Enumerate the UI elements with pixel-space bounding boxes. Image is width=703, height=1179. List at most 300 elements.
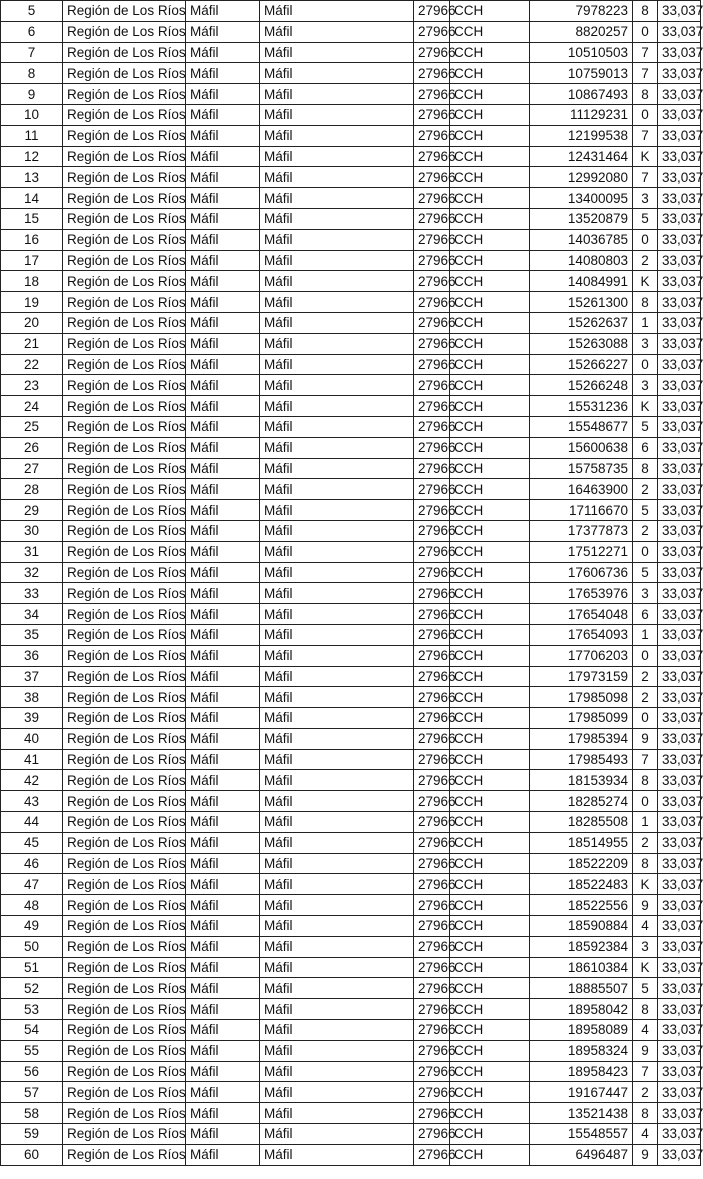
check-digit-cell: 5 (633, 562, 658, 583)
region-cell: Región de Los Ríos (63, 208, 186, 229)
region-cell: Región de Los Ríos (63, 125, 186, 146)
type-cell: CCH (450, 271, 530, 292)
row-number-cell: 16 (1, 229, 63, 250)
check-digit-cell: 8 (633, 999, 658, 1020)
rut-cell: 17973159 (530, 666, 633, 687)
rut-cell: 18522483 (530, 874, 633, 895)
table-row (1, 916, 701, 937)
value-cell: 33,037 (658, 479, 701, 500)
type-cell: CCH (450, 312, 530, 333)
rut-cell: 12431464 (530, 146, 633, 167)
row-number-cell: 36 (1, 645, 63, 666)
rut-cell: 15548677 (530, 416, 633, 437)
region-cell: Región de Los Ríos (63, 354, 186, 375)
row-number-cell: 15 (1, 208, 63, 229)
province-cell: Máfil (186, 104, 260, 125)
rut-cell: 13521438 (530, 1103, 633, 1124)
type-cell: CCH (450, 500, 530, 521)
province-cell: Máfil (186, 354, 260, 375)
rut-cell: 17654048 (530, 604, 633, 625)
province-cell: Máfil (186, 188, 260, 209)
value-cell: 33,037 (658, 375, 701, 396)
table-row (1, 375, 701, 396)
rut-cell: 17985394 (530, 728, 633, 749)
value-cell: 33,037 (658, 645, 701, 666)
region-cell: Región de Los Ríos (63, 832, 186, 853)
code-cell: 27966 (414, 624, 450, 645)
row-number-cell: 25 (1, 416, 63, 437)
type-cell: CCH (450, 520, 530, 541)
value-cell: 33,037 (658, 250, 701, 271)
table-row (1, 604, 701, 625)
type-cell: CCH (450, 396, 530, 417)
value-cell: 33,037 (658, 999, 701, 1020)
value-cell: 33,037 (658, 562, 701, 583)
check-digit-cell: 9 (633, 728, 658, 749)
province-cell: Máfil (186, 687, 260, 708)
table-row (1, 396, 701, 417)
code-cell: 27966 (414, 271, 450, 292)
type-cell: CCH (450, 687, 530, 708)
type-cell: CCH (450, 604, 530, 625)
region-cell: Región de Los Ríos (63, 500, 186, 521)
check-digit-cell: 0 (633, 708, 658, 729)
row-number-cell: 23 (1, 375, 63, 396)
commune-cell: Máfil (260, 188, 414, 209)
rut-cell: 15548557 (530, 1124, 633, 1145)
row-number-cell: 45 (1, 832, 63, 853)
check-digit-cell: 5 (633, 978, 658, 999)
code-cell: 27966 (414, 188, 450, 209)
value-cell: 33,037 (658, 708, 701, 729)
type-cell: CCH (450, 708, 530, 729)
check-digit-cell: 9 (633, 1144, 658, 1165)
commune-cell: Máfil (260, 916, 414, 937)
row-number-cell: 41 (1, 749, 63, 770)
commune-cell: Máfil (260, 479, 414, 500)
type-cell: CCH (450, 645, 530, 666)
region-cell: Región de Los Ríos (63, 229, 186, 250)
code-cell: 27966 (414, 832, 450, 853)
value-cell: 33,037 (658, 749, 701, 770)
type-cell: CCH (450, 104, 530, 125)
value-cell: 33,037 (658, 770, 701, 791)
commune-cell: Máfil (260, 1082, 414, 1103)
province-cell: Máfil (186, 333, 260, 354)
row-number-cell: 28 (1, 479, 63, 500)
rut-cell: 15758735 (530, 458, 633, 479)
province-cell: Máfil (186, 728, 260, 749)
table-row (1, 624, 701, 645)
row-number-cell: 26 (1, 437, 63, 458)
rut-cell: 18958042 (530, 999, 633, 1020)
row-number-cell: 51 (1, 957, 63, 978)
value-cell: 33,037 (658, 1124, 701, 1145)
table-row (1, 812, 701, 833)
code-cell: 27966 (414, 84, 450, 105)
table-row (1, 146, 701, 167)
rut-cell: 15262637 (530, 312, 633, 333)
check-digit-cell: 5 (633, 208, 658, 229)
code-cell: 27966 (414, 1103, 450, 1124)
code-cell: 27966 (414, 1082, 450, 1103)
value-cell: 33,037 (658, 167, 701, 188)
commune-cell: Máfil (260, 895, 414, 916)
rut-cell: 18285508 (530, 812, 633, 833)
table-row (1, 853, 701, 874)
table-row (1, 104, 701, 125)
commune-cell: Máfil (260, 167, 414, 188)
type-cell: CCH (450, 832, 530, 853)
rut-cell: 15531236 (530, 396, 633, 417)
table-row (1, 229, 701, 250)
value-cell: 33,037 (658, 1103, 701, 1124)
value-cell: 33,037 (658, 1082, 701, 1103)
commune-cell: Máfil (260, 146, 414, 167)
value-cell: 33,037 (658, 791, 701, 812)
region-cell: Región de Los Ríos (63, 167, 186, 188)
commune-cell: Máfil (260, 770, 414, 791)
table-row (1, 84, 701, 105)
commune-cell: Máfil (260, 604, 414, 625)
region-cell: Región de Los Ríos (63, 666, 186, 687)
province-cell: Máfil (186, 250, 260, 271)
region-cell: Región de Los Ríos (63, 375, 186, 396)
region-cell: Región de Los Ríos (63, 292, 186, 313)
type-cell: CCH (450, 728, 530, 749)
region-cell: Región de Los Ríos (63, 916, 186, 937)
value-cell: 33,037 (658, 500, 701, 521)
province-cell: Máfil (186, 624, 260, 645)
code-cell: 27966 (414, 541, 450, 562)
province-cell: Máfil (186, 791, 260, 812)
region-cell: Región de Los Ríos (63, 624, 186, 645)
code-cell: 27966 (414, 292, 450, 313)
row-number-cell: 46 (1, 853, 63, 874)
check-digit-cell: 8 (633, 770, 658, 791)
table-row (1, 42, 701, 63)
value-cell: 33,037 (658, 978, 701, 999)
type-cell: CCH (450, 1020, 530, 1041)
table-row (1, 437, 701, 458)
region-cell: Región de Los Ríos (63, 520, 186, 541)
code-cell: 27966 (414, 437, 450, 458)
table-row (1, 583, 701, 604)
code-cell: 27966 (414, 645, 450, 666)
region-cell: Región de Los Ríos (63, 1082, 186, 1103)
rut-cell: 18885507 (530, 978, 633, 999)
code-cell: 27966 (414, 1020, 450, 1041)
code-cell: 27966 (414, 375, 450, 396)
check-digit-cell: K (633, 957, 658, 978)
rut-cell: 17377873 (530, 520, 633, 541)
table-row (1, 500, 701, 521)
rut-cell: 17512271 (530, 541, 633, 562)
row-number-cell: 5 (1, 1, 63, 22)
value-cell: 33,037 (658, 666, 701, 687)
table-row (1, 895, 701, 916)
code-cell: 27966 (414, 167, 450, 188)
value-cell: 33,037 (658, 520, 701, 541)
check-digit-cell: 2 (633, 479, 658, 500)
type-cell: CCH (450, 458, 530, 479)
code-cell: 27966 (414, 728, 450, 749)
type-cell: CCH (450, 292, 530, 313)
commune-cell: Máfil (260, 208, 414, 229)
row-number-cell: 14 (1, 188, 63, 209)
row-number-cell: 56 (1, 1061, 63, 1082)
province-cell: Máfil (186, 229, 260, 250)
row-number-cell: 35 (1, 624, 63, 645)
row-number-cell: 9 (1, 84, 63, 105)
type-cell: CCH (450, 562, 530, 583)
commune-cell: Máfil (260, 791, 414, 812)
check-digit-cell: 0 (633, 21, 658, 42)
rut-cell: 6496487 (530, 1144, 633, 1165)
row-number-cell: 32 (1, 562, 63, 583)
value-cell: 33,037 (658, 125, 701, 146)
province-cell: Máfil (186, 1020, 260, 1041)
check-digit-cell: 8 (633, 84, 658, 105)
code-cell: 27966 (414, 957, 450, 978)
row-number-cell: 24 (1, 396, 63, 417)
code-cell: 27966 (414, 312, 450, 333)
region-cell: Región de Los Ríos (63, 728, 186, 749)
rut-cell: 17985099 (530, 708, 633, 729)
province-cell: Máfil (186, 479, 260, 500)
commune-cell: Máfil (260, 645, 414, 666)
value-cell: 33,037 (658, 687, 701, 708)
check-digit-cell: 3 (633, 333, 658, 354)
value-cell: 33,037 (658, 271, 701, 292)
code-cell: 27966 (414, 895, 450, 916)
rut-cell: 17985493 (530, 749, 633, 770)
table-row (1, 874, 701, 895)
type-cell: CCH (450, 853, 530, 874)
province-cell: Máfil (186, 666, 260, 687)
table-body (1, 1, 701, 1166)
rut-cell: 17653976 (530, 583, 633, 604)
region-cell: Región de Los Ríos (63, 1061, 186, 1082)
table-row (1, 125, 701, 146)
province-cell: Máfil (186, 167, 260, 188)
type-cell: CCH (450, 1124, 530, 1145)
region-cell: Región de Los Ríos (63, 708, 186, 729)
type-cell: CCH (450, 42, 530, 63)
check-digit-cell: 0 (633, 541, 658, 562)
type-cell: CCH (450, 895, 530, 916)
region-cell: Región de Los Ríos (63, 84, 186, 105)
table-row (1, 791, 701, 812)
type-cell: CCH (450, 999, 530, 1020)
table-row (1, 354, 701, 375)
commune-cell: Máfil (260, 84, 414, 105)
value-cell: 33,037 (658, 292, 701, 313)
province-cell: Máfil (186, 916, 260, 937)
province-cell: Máfil (186, 832, 260, 853)
row-number-cell: 20 (1, 312, 63, 333)
row-number-cell: 18 (1, 271, 63, 292)
type-cell: CCH (450, 936, 530, 957)
row-number-cell: 8 (1, 63, 63, 84)
value-cell: 33,037 (658, 229, 701, 250)
rut-cell: 18153934 (530, 770, 633, 791)
rut-cell: 18958089 (530, 1020, 633, 1041)
code-cell: 27966 (414, 770, 450, 791)
code-cell: 27966 (414, 520, 450, 541)
type-cell: CCH (450, 1040, 530, 1061)
commune-cell: Máfil (260, 1, 414, 22)
row-number-cell: 50 (1, 936, 63, 957)
commune-cell: Máfil (260, 396, 414, 417)
province-cell: Máfil (186, 292, 260, 313)
province-cell: Máfil (186, 1, 260, 22)
commune-cell: Máfil (260, 42, 414, 63)
value-cell: 33,037 (658, 1020, 701, 1041)
province-cell: Máfil (186, 416, 260, 437)
province-cell: Máfil (186, 708, 260, 729)
check-digit-cell: 1 (633, 624, 658, 645)
table-row (1, 1103, 701, 1124)
rut-cell: 18958423 (530, 1061, 633, 1082)
commune-cell: Máfil (260, 708, 414, 729)
commune-cell: Máfil (260, 687, 414, 708)
value-cell: 33,037 (658, 1144, 701, 1165)
region-cell: Región de Los Ríos (63, 271, 186, 292)
commune-cell: Máfil (260, 437, 414, 458)
check-digit-cell: 8 (633, 1103, 658, 1124)
table-row (1, 208, 701, 229)
type-cell: CCH (450, 375, 530, 396)
rut-cell: 15600638 (530, 437, 633, 458)
rut-cell: 15266227 (530, 354, 633, 375)
code-cell: 27966 (414, 333, 450, 354)
commune-cell: Máfil (260, 271, 414, 292)
commune-cell: Máfil (260, 812, 414, 833)
row-number-cell: 43 (1, 791, 63, 812)
check-digit-cell: 8 (633, 458, 658, 479)
check-digit-cell: 3 (633, 936, 658, 957)
check-digit-cell: 7 (633, 63, 658, 84)
row-number-cell: 19 (1, 292, 63, 313)
code-cell: 27966 (414, 104, 450, 125)
type-cell: CCH (450, 1144, 530, 1165)
commune-cell: Máfil (260, 250, 414, 271)
commune-cell: Máfil (260, 853, 414, 874)
rut-cell: 18610384 (530, 957, 633, 978)
check-digit-cell: 1 (633, 312, 658, 333)
province-cell: Máfil (186, 1040, 260, 1061)
rut-cell: 19167447 (530, 1082, 633, 1103)
value-cell: 33,037 (658, 916, 701, 937)
type-cell: CCH (450, 21, 530, 42)
type-cell: CCH (450, 125, 530, 146)
commune-cell: Máfil (260, 832, 414, 853)
row-number-cell: 27 (1, 458, 63, 479)
row-number-cell: 33 (1, 583, 63, 604)
code-cell: 27966 (414, 229, 450, 250)
table-row (1, 63, 701, 84)
region-cell: Región de Los Ríos (63, 21, 186, 42)
table-row (1, 271, 701, 292)
region-cell: Región de Los Ríos (63, 63, 186, 84)
table-row (1, 541, 701, 562)
region-cell: Región de Los Ríos (63, 42, 186, 63)
region-cell: Región de Los Ríos (63, 437, 186, 458)
table-row (1, 832, 701, 853)
rut-cell: 16463900 (530, 479, 633, 500)
type-cell: CCH (450, 84, 530, 105)
code-cell: 27966 (414, 812, 450, 833)
rut-cell: 17116670 (530, 500, 633, 521)
region-cell: Región de Los Ríos (63, 791, 186, 812)
region-cell: Región de Los Ríos (63, 583, 186, 604)
check-digit-cell: 0 (633, 104, 658, 125)
rut-cell: 15261300 (530, 292, 633, 313)
check-digit-cell: K (633, 396, 658, 417)
code-cell: 27966 (414, 1124, 450, 1145)
commune-cell: Máfil (260, 21, 414, 42)
row-number-cell: 38 (1, 687, 63, 708)
row-number-cell: 49 (1, 916, 63, 937)
value-cell: 33,037 (658, 437, 701, 458)
table-row (1, 1040, 701, 1061)
check-digit-cell: 0 (633, 354, 658, 375)
commune-cell: Máfil (260, 562, 414, 583)
commune-cell: Máfil (260, 978, 414, 999)
commune-cell: Máfil (260, 104, 414, 125)
check-digit-cell: 6 (633, 437, 658, 458)
value-cell: 33,037 (658, 583, 701, 604)
value-cell: 33,037 (658, 624, 701, 645)
region-cell: Región de Los Ríos (63, 770, 186, 791)
rut-cell: 10510503 (530, 42, 633, 63)
code-cell: 27966 (414, 21, 450, 42)
value-cell: 33,037 (658, 208, 701, 229)
row-number-cell: 10 (1, 104, 63, 125)
check-digit-cell: 0 (633, 229, 658, 250)
row-number-cell: 31 (1, 541, 63, 562)
value-cell: 33,037 (658, 812, 701, 833)
region-cell: Región de Los Ríos (63, 479, 186, 500)
check-digit-cell: 2 (633, 687, 658, 708)
region-cell: Región de Los Ríos (63, 416, 186, 437)
province-cell: Máfil (186, 1082, 260, 1103)
region-cell: Región de Los Ríos (63, 1040, 186, 1061)
value-cell: 33,037 (658, 874, 701, 895)
region-cell: Región de Los Ríos (63, 188, 186, 209)
region-cell: Región de Los Ríos (63, 562, 186, 583)
type-cell: CCH (450, 146, 530, 167)
table-row (1, 312, 701, 333)
value-cell: 33,037 (658, 21, 701, 42)
rut-cell: 18590884 (530, 916, 633, 937)
value-cell: 33,037 (658, 832, 701, 853)
table-row (1, 749, 701, 770)
commune-cell: Máfil (260, 1020, 414, 1041)
table-row (1, 708, 701, 729)
row-number-cell: 58 (1, 1103, 63, 1124)
type-cell: CCH (450, 1103, 530, 1124)
value-cell: 33,037 (658, 396, 701, 417)
check-digit-cell: 7 (633, 749, 658, 770)
commune-cell: Máfil (260, 957, 414, 978)
region-cell: Región de Los Ríos (63, 1, 186, 22)
value-cell: 33,037 (658, 853, 701, 874)
code-cell: 27966 (414, 708, 450, 729)
province-cell: Máfil (186, 458, 260, 479)
value-cell: 33,037 (658, 84, 701, 105)
